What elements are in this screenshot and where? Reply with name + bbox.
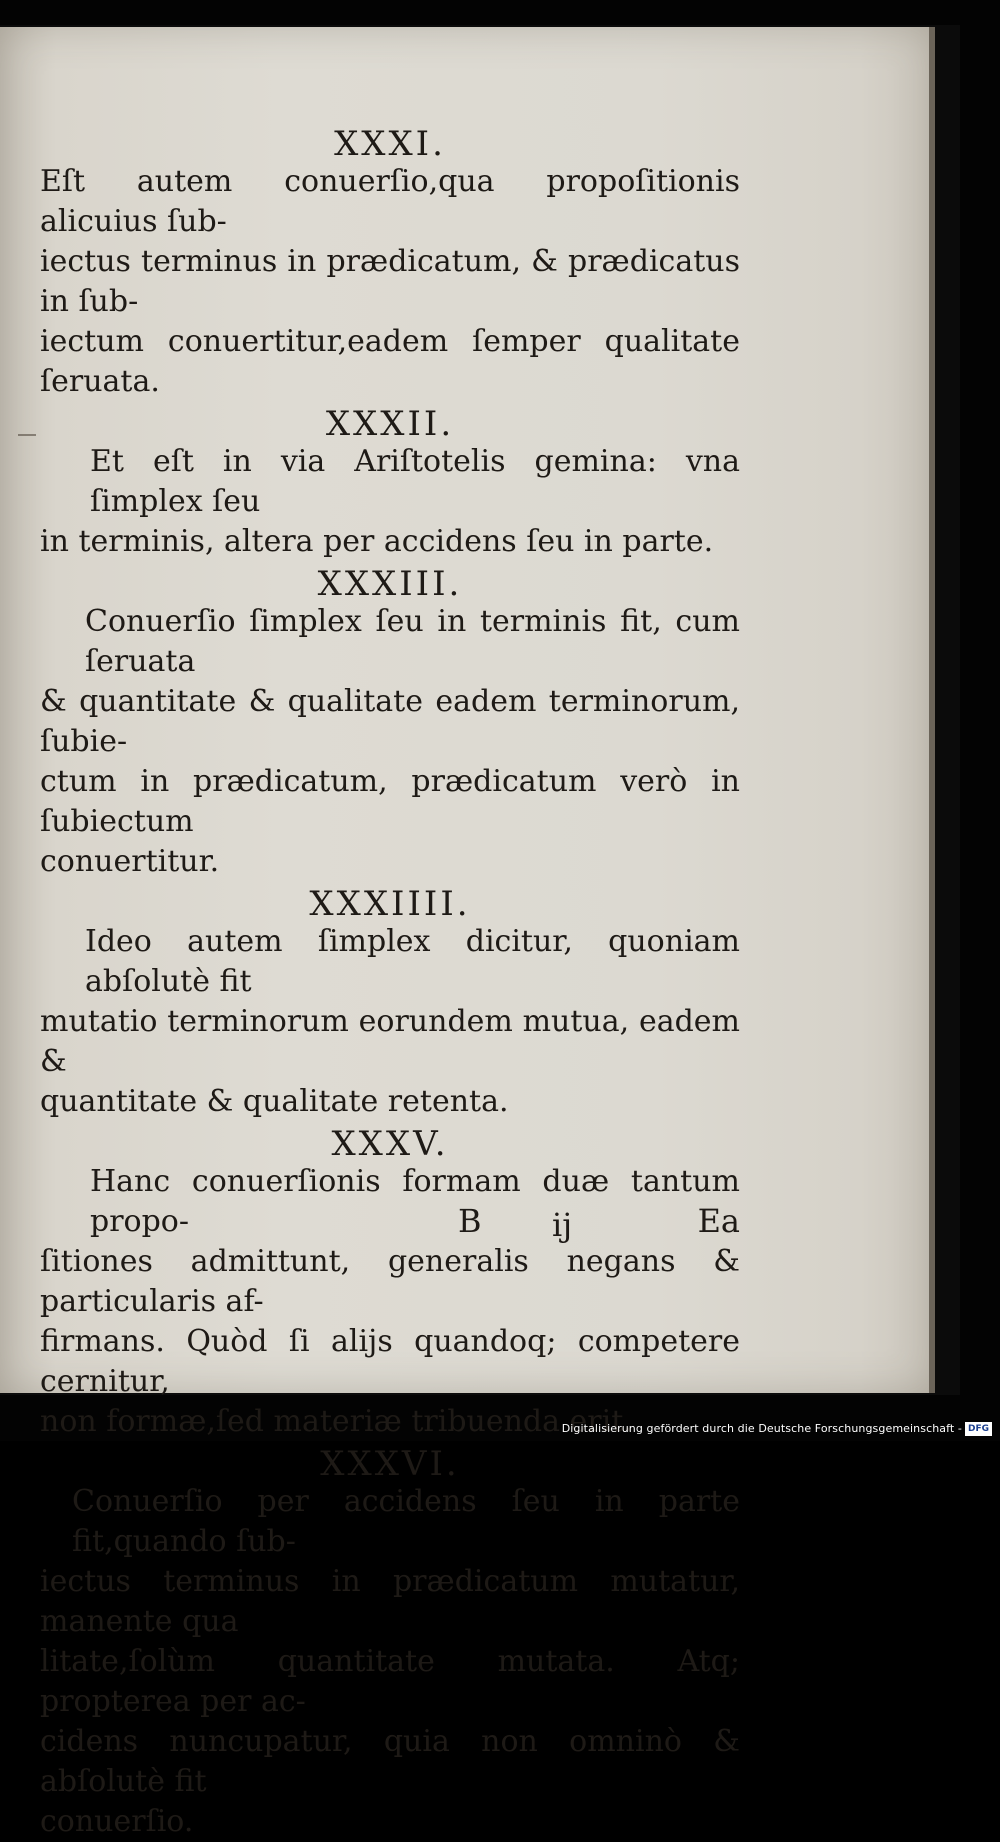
text-line: conuerſio. (40, 1804, 194, 1839)
signature-number: ij (552, 1206, 573, 1244)
dfg-logo-icon: DFG (965, 1422, 992, 1436)
paragraph (40, 922, 740, 1122)
text-line: Hanc conuerſionis formam duæ tantum propo- (90, 1164, 740, 1239)
text-line: Conuerſio per accidens ſeu in parte fit,quando ſub- (72, 1484, 740, 1559)
section-33 (40, 562, 740, 882)
page-text (40, 122, 740, 1842)
text-line: ctum in prædicatum, prædicatum verò in ſubiectum (40, 764, 740, 839)
section-numeral: XXXIIII. (309, 884, 471, 924)
text-line: Ideo autem ſimplex dicitur, quoniam abſolutè fit (85, 924, 740, 999)
text-line: mutatio terminorum eorundem mutua, eadem & (40, 1004, 740, 1079)
digitization-credit: Digitalisierung gefördert durch die Deutsche Forschungsgemeinschaft - (561, 1422, 962, 1435)
paragraph (40, 162, 740, 402)
text-line: conuertitur. (40, 844, 220, 879)
catchword: Ea (697, 1202, 740, 1240)
section-numeral: XXXII. (325, 404, 455, 444)
section-numeral: XXXIII. (317, 564, 463, 604)
text-line: iectum conuertitur,eadem ſemper qualitate ſeruata. (40, 324, 740, 399)
text-line: iectus terminus in prædicatum, & prædicatus in ſub- (40, 244, 740, 319)
text-line: non formæ,ſed materiæ tribuenda erit. (40, 1404, 633, 1439)
text-line: cidens nuncupatur, quia non omninò & abſolutè fit (40, 1724, 740, 1799)
paragraph (40, 442, 740, 562)
text-line: Eſt autem conuerſio,qua propoſitionis alicuius ſub- (40, 164, 740, 239)
section-numeral: XXXVI. (320, 1444, 460, 1484)
text-line: in terminis, altera per accidens ſeu in parte. (40, 524, 714, 559)
text-line: litate,ſolùm quantitate mutata. Atq; propterea per ac- (40, 1644, 740, 1719)
text-line: & quantitate & qualitate eadem terminorum, ſubie- (40, 684, 740, 759)
section-31 (40, 122, 740, 402)
section-numeral: XXXI. (334, 124, 446, 164)
paragraph (40, 602, 740, 882)
text-line: iectus terminus in prædicatum mutatur, manente qua (40, 1564, 740, 1639)
text-line: Et eſt in via Ariſtotelis gemina: vna ſimplex ſeu (90, 444, 740, 519)
section-numeral: XXXV. (331, 1124, 449, 1164)
page-footer (40, 1202, 740, 1246)
section-36 (40, 1442, 740, 1842)
section-34 (40, 882, 740, 1122)
section-32 (40, 402, 740, 562)
section-35 (40, 1122, 740, 1442)
text-line: firmans. Quòd ſi aliјs quandoq; competere cernitur, (40, 1324, 740, 1399)
text-line: quantitate & qualitate retenta. (40, 1084, 509, 1119)
paragraph (40, 1482, 740, 1842)
page-binding-edge (929, 27, 935, 1393)
text-line: ſitiones admittunt, generalis negans & particularis af- (40, 1244, 740, 1319)
margin-mark (18, 434, 36, 436)
signature-letter: B (458, 1202, 482, 1240)
text-line: Conuerſio ſimplex ſeu in terminis fit, cum ſeruata (85, 604, 740, 679)
